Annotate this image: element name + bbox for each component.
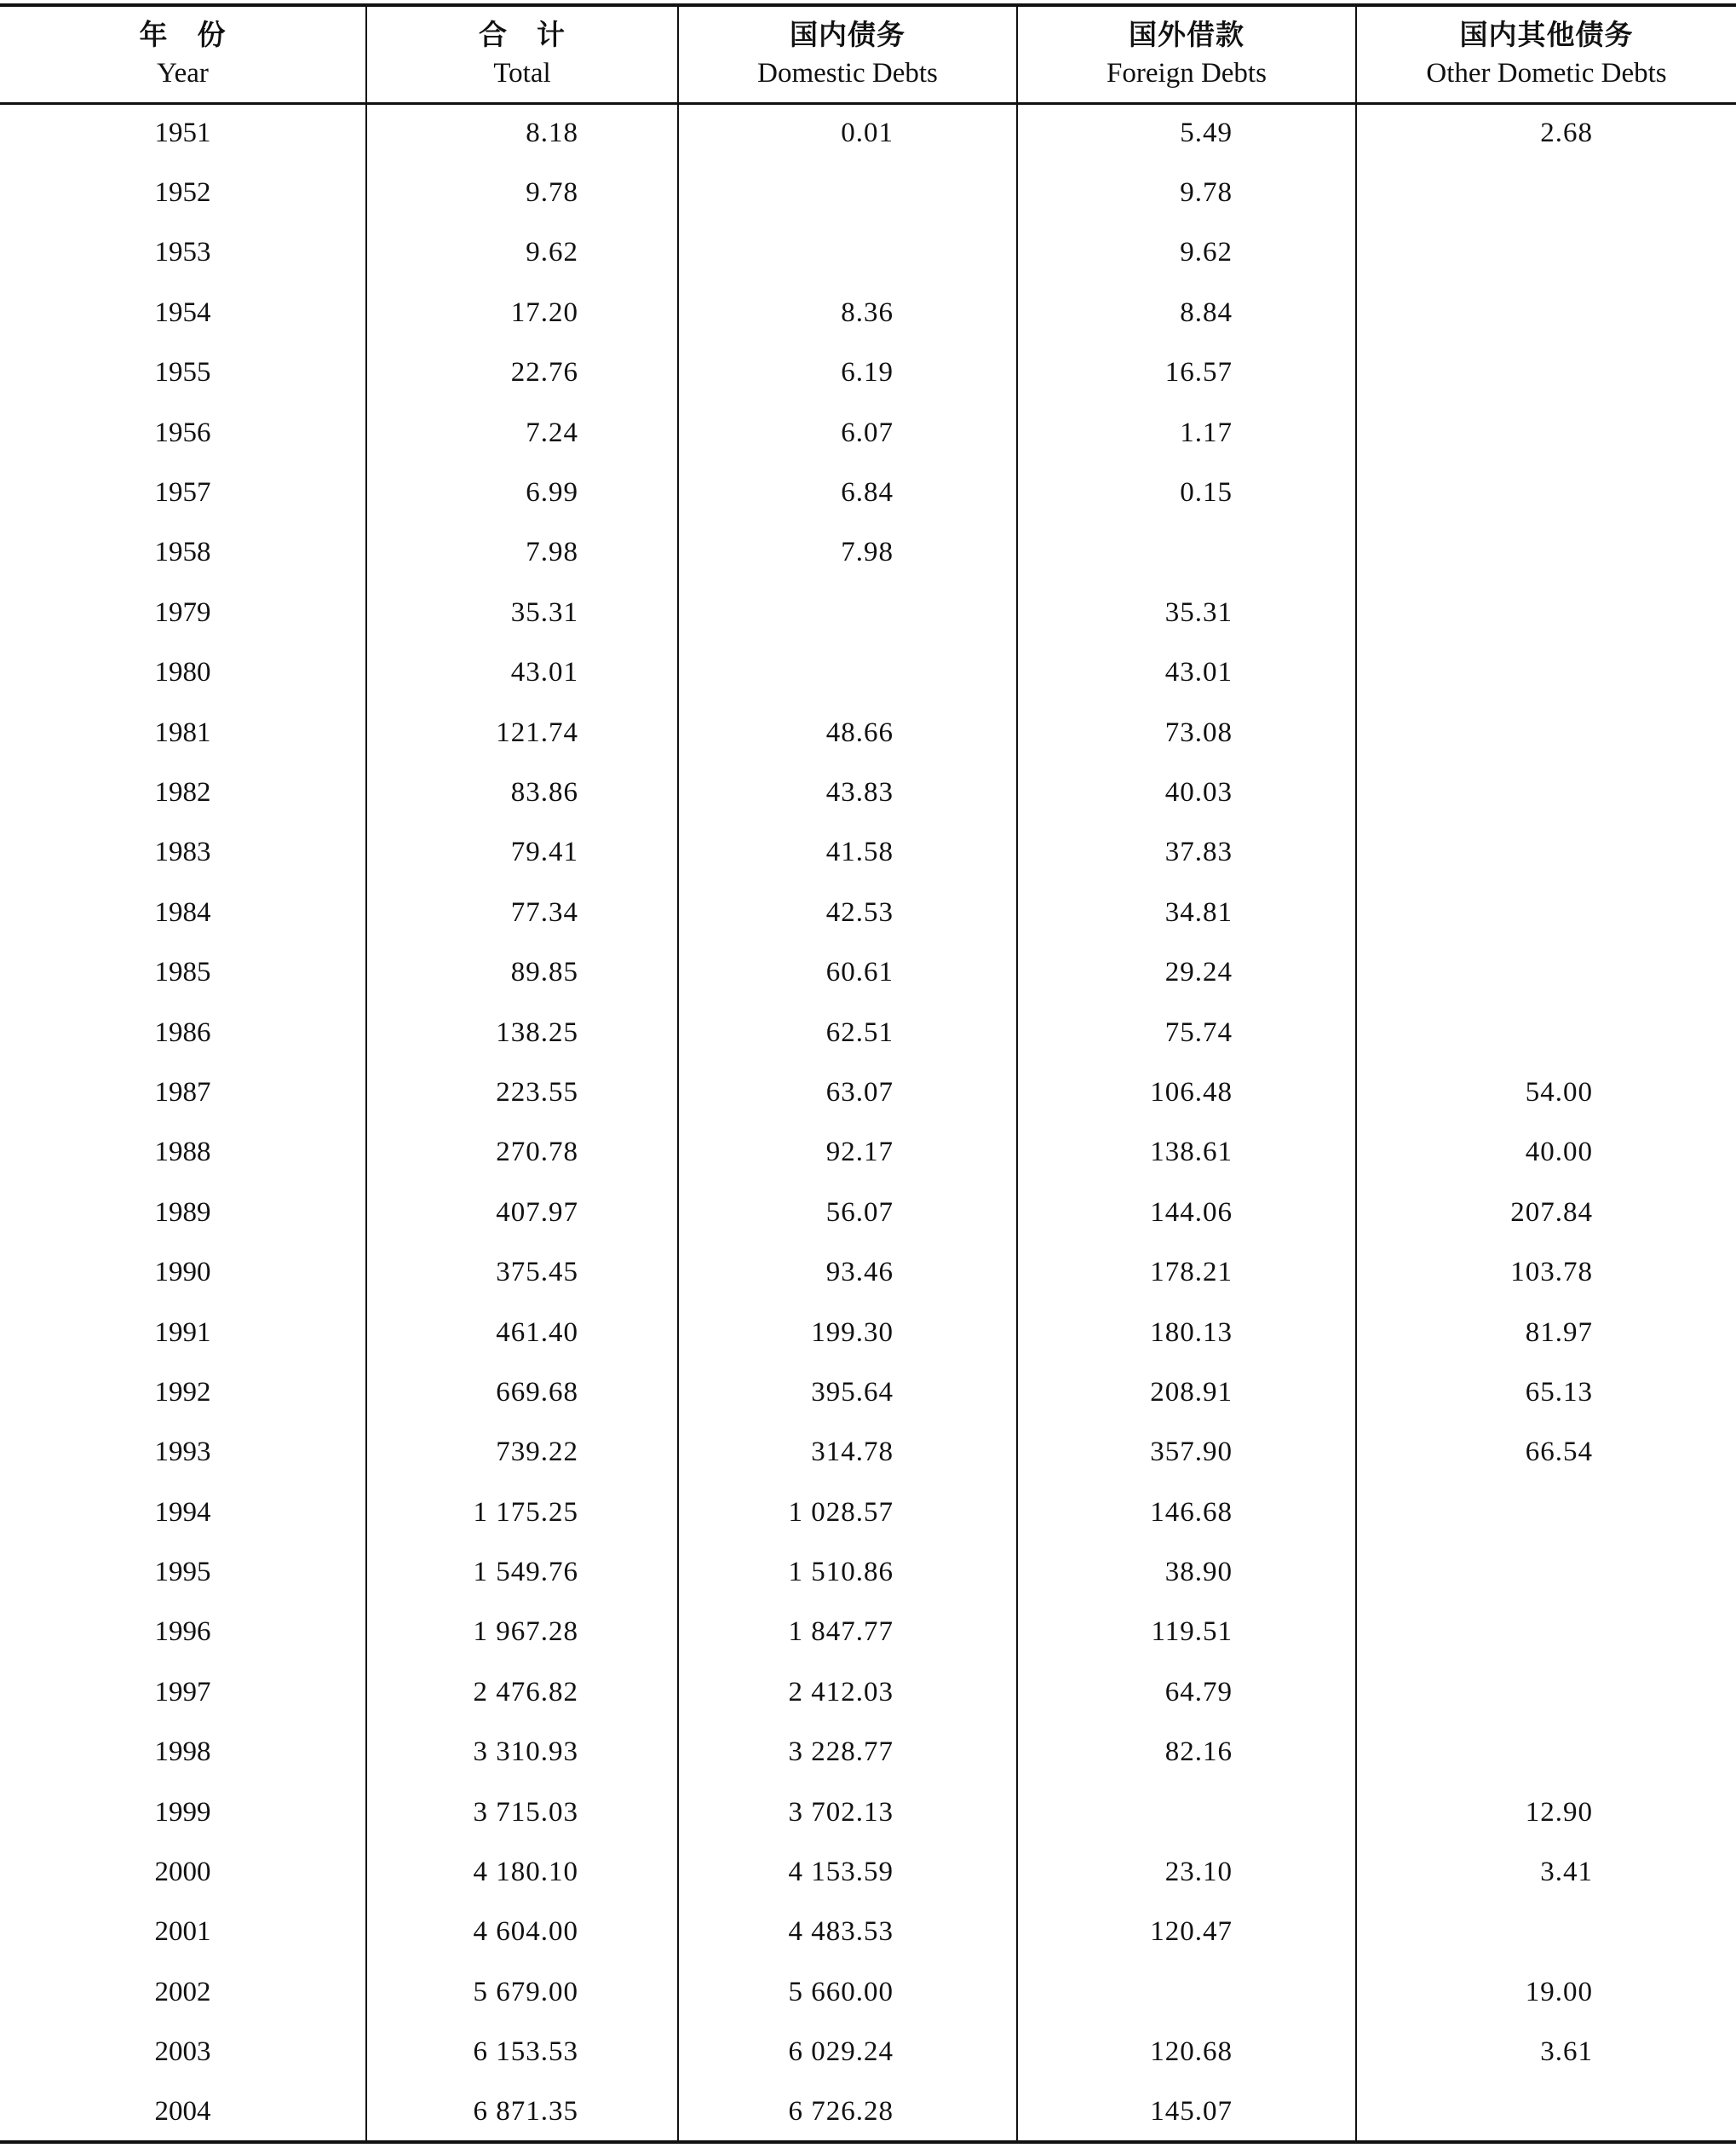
header-total-cn: 合 计: [479, 18, 566, 52]
cell-year: 1982: [154, 776, 211, 808]
cell-other: 12.90: [1356, 1782, 1736, 1842]
cell-other: 40.00: [1356, 1123, 1736, 1183]
cell-foreign: [1017, 1782, 1356, 1842]
cell-year: 1956: [154, 417, 211, 448]
cell-total: 8.18: [366, 103, 678, 163]
cell-year: 1958: [154, 537, 211, 568]
debt-table: [0, 3, 1736, 2144]
cell-total: 4 604.00: [366, 1903, 678, 1962]
cell-year: 1998: [154, 1736, 211, 1768]
cell-year: 1984: [154, 896, 211, 928]
cell-year: 1957: [154, 477, 211, 509]
cell-total: 89.85: [366, 942, 678, 1002]
header-domestic: [678, 5, 1017, 103]
cell-other: 54.00: [1356, 1062, 1736, 1122]
cell-other: [1356, 463, 1736, 522]
table-row: [0, 403, 1736, 463]
table-row: [0, 2023, 1736, 2082]
header-foreign: [1017, 5, 1356, 103]
cell-total: 461.40: [366, 1303, 678, 1362]
header-year: [0, 5, 366, 103]
cell-year: 1989: [154, 1196, 211, 1228]
cell-foreign: 16.57: [1017, 343, 1356, 403]
cell-foreign: 40.03: [1017, 763, 1356, 822]
cell-year: 1990: [154, 1257, 211, 1288]
cell-foreign: 144.06: [1017, 1183, 1356, 1242]
cell-foreign: 82.16: [1017, 1723, 1356, 1782]
table-row: [0, 1542, 1736, 1602]
cell-foreign: 75.74: [1017, 1003, 1356, 1062]
table-row: [0, 1723, 1736, 1782]
cell-foreign: 43.01: [1017, 643, 1356, 703]
cell-domestic: 93.46: [678, 1242, 1017, 1302]
cell-foreign: 5.49: [1017, 103, 1356, 163]
cell-foreign: 1.17: [1017, 403, 1356, 463]
header-year-en: Year: [157, 57, 209, 89]
table-row: [0, 463, 1736, 522]
cell-domestic: 3 228.77: [678, 1723, 1017, 1782]
cell-domestic: 6.84: [678, 463, 1017, 522]
table-row: [0, 1303, 1736, 1362]
cell-foreign: [1017, 1962, 1356, 2022]
cell-total: 5 679.00: [366, 1962, 678, 2022]
cell-total: 4 180.10: [366, 1842, 678, 1902]
cell-year: 1952: [154, 177, 211, 209]
table-row: [0, 1362, 1736, 1422]
cell-other: [1356, 223, 1736, 283]
cell-total: 83.86: [366, 763, 678, 822]
cell-foreign: 208.91: [1017, 1362, 1356, 1422]
cell-year: 2002: [154, 1976, 211, 2007]
cell-year: 1999: [154, 1796, 211, 1828]
cell-foreign: 120.47: [1017, 1903, 1356, 1962]
cell-other: 81.97: [1356, 1303, 1736, 1362]
cell-other: [1356, 403, 1736, 463]
cell-year: 1991: [154, 1316, 211, 1348]
cell-total: 223.55: [366, 1062, 678, 1122]
table-row: [0, 1603, 1736, 1662]
cell-foreign: 34.81: [1017, 883, 1356, 942]
cell-year: 2000: [154, 1857, 211, 1888]
cell-foreign: [1017, 523, 1356, 583]
header-other-en: Other Dometic Debts: [1426, 57, 1667, 89]
cell-year: 1994: [154, 1496, 211, 1528]
cell-other: [1356, 823, 1736, 883]
table-body: [0, 103, 1736, 2142]
cell-other: [1356, 942, 1736, 1002]
cell-total: 1 175.25: [366, 1483, 678, 1542]
cell-domestic: 1 510.86: [678, 1542, 1017, 1602]
table-row: [0, 1123, 1736, 1183]
cell-total: 7.24: [366, 403, 678, 463]
cell-year: 1951: [154, 118, 211, 149]
cell-other: [1356, 1603, 1736, 1662]
table-row: [0, 883, 1736, 942]
cell-other: [1356, 1662, 1736, 1722]
cell-year: 1983: [154, 837, 211, 868]
cell-foreign: 23.10: [1017, 1842, 1356, 1902]
cell-year: 1995: [154, 1557, 211, 1588]
cell-foreign: 146.68: [1017, 1483, 1356, 1542]
cell-year: 1981: [154, 717, 211, 748]
cell-year: 1997: [154, 1676, 211, 1707]
table-row: [0, 942, 1736, 1002]
cell-year: 1953: [154, 237, 211, 268]
cell-total: 6 871.35: [366, 2082, 678, 2142]
table-row: [0, 1483, 1736, 1542]
cell-year: 1993: [154, 1437, 211, 1468]
table-row: [0, 163, 1736, 222]
cell-domestic: 0.01: [678, 103, 1017, 163]
cell-year: 2004: [154, 2095, 211, 2127]
header-other-cn: 国内其他债务: [1459, 18, 1634, 52]
cell-other: [1356, 643, 1736, 703]
cell-foreign: 37.83: [1017, 823, 1356, 883]
cell-year: 1980: [154, 657, 211, 688]
table-row: [0, 1423, 1736, 1483]
cell-other: [1356, 1723, 1736, 1782]
cell-year: 1996: [154, 1616, 211, 1648]
cell-foreign: 138.61: [1017, 1123, 1356, 1183]
cell-year: 1988: [154, 1137, 211, 1168]
header-domestic-en: Domestic Debts: [757, 57, 938, 89]
cell-domestic: 60.61: [678, 942, 1017, 1002]
cell-domestic: [678, 163, 1017, 222]
cell-other: 207.84: [1356, 1183, 1736, 1242]
table-row: [0, 1183, 1736, 1242]
cell-foreign: 178.21: [1017, 1242, 1356, 1302]
cell-other: [1356, 763, 1736, 822]
header-foreign-cn: 国外借款: [1129, 18, 1245, 52]
cell-domestic: [678, 643, 1017, 703]
cell-other: 65.13: [1356, 1362, 1736, 1422]
cell-domestic: 6.19: [678, 343, 1017, 403]
table-row: [0, 703, 1736, 763]
cell-foreign: 106.48: [1017, 1062, 1356, 1122]
table-row: [0, 823, 1736, 883]
header-total: [366, 5, 678, 103]
cell-domestic: [678, 583, 1017, 642]
header-other: [1356, 5, 1736, 103]
cell-total: 17.20: [366, 283, 678, 343]
cell-total: 3 715.03: [366, 1782, 678, 1842]
table-row: [0, 1782, 1736, 1842]
cell-year: 2001: [154, 1916, 211, 1948]
cell-total: 22.76: [366, 343, 678, 403]
cell-domestic: 6.07: [678, 403, 1017, 463]
cell-year: 1979: [154, 596, 211, 628]
cell-foreign: 9.62: [1017, 223, 1356, 283]
table-row: [0, 643, 1736, 703]
cell-year: 2003: [154, 2036, 211, 2068]
table-row: [0, 343, 1736, 403]
cell-total: 35.31: [366, 583, 678, 642]
header-year-cn: 年 份: [139, 18, 227, 52]
cell-other: 103.78: [1356, 1242, 1736, 1302]
cell-foreign: 180.13: [1017, 1303, 1356, 1362]
cell-domestic: 56.07: [678, 1183, 1017, 1242]
cell-domestic: 42.53: [678, 883, 1017, 942]
cell-total: 407.97: [366, 1183, 678, 1242]
cell-other: [1356, 1003, 1736, 1062]
cell-total: 6 153.53: [366, 2023, 678, 2082]
cell-total: 121.74: [366, 703, 678, 763]
cell-foreign: 29.24: [1017, 942, 1356, 1002]
cell-foreign: 119.51: [1017, 1603, 1356, 1662]
cell-total: 739.22: [366, 1423, 678, 1483]
table-row: [0, 1242, 1736, 1302]
cell-total: 9.78: [366, 163, 678, 222]
cell-total: 7.98: [366, 523, 678, 583]
cell-domestic: 6 029.24: [678, 2023, 1017, 2082]
cell-domestic: 5 660.00: [678, 1962, 1017, 2022]
cell-total: 270.78: [366, 1123, 678, 1183]
cell-other: [1356, 1483, 1736, 1542]
table-row: [0, 1662, 1736, 1722]
cell-foreign: 0.15: [1017, 463, 1356, 522]
cell-total: 77.34: [366, 883, 678, 942]
cell-other: [1356, 583, 1736, 642]
table-row: [0, 283, 1736, 343]
cell-foreign: 9.78: [1017, 163, 1356, 222]
header-domestic-cn: 国内债务: [790, 18, 905, 52]
table-row: [0, 1003, 1736, 1062]
table-row: [0, 2082, 1736, 2142]
cell-year: 1992: [154, 1376, 211, 1408]
table-row: [0, 1903, 1736, 1962]
cell-other: 3.61: [1356, 2023, 1736, 2082]
cell-year: 1955: [154, 357, 211, 389]
cell-total: 43.01: [366, 643, 678, 703]
cell-domestic: 6 726.28: [678, 2082, 1017, 2142]
cell-domestic: 7.98: [678, 523, 1017, 583]
cell-other: 19.00: [1356, 1962, 1736, 2022]
cell-domestic: 1 847.77: [678, 1603, 1017, 1662]
cell-total: 138.25: [366, 1003, 678, 1062]
header-foreign-en: Foreign Debts: [1107, 57, 1267, 89]
cell-other: [1356, 703, 1736, 763]
cell-total: 9.62: [366, 223, 678, 283]
table-row: [0, 523, 1736, 583]
cell-other: [1356, 523, 1736, 583]
table-row: [0, 223, 1736, 283]
cell-domestic: [678, 223, 1017, 283]
cell-other: [1356, 1903, 1736, 1962]
cell-total: 1 549.76: [366, 1542, 678, 1602]
cell-domestic: 3 702.13: [678, 1782, 1017, 1842]
table-row: [0, 1842, 1736, 1902]
table-row: [0, 1062, 1736, 1122]
cell-year: 1985: [154, 957, 211, 988]
cell-other: [1356, 883, 1736, 942]
table-row: [0, 583, 1736, 642]
cell-total: 1 967.28: [366, 1603, 678, 1662]
header-row: [0, 5, 1736, 103]
cell-domestic: 8.36: [678, 283, 1017, 343]
cell-domestic: 314.78: [678, 1423, 1017, 1483]
table-row: [0, 763, 1736, 822]
cell-total: 3 310.93: [366, 1723, 678, 1782]
cell-total: 6.99: [366, 463, 678, 522]
header-total-en: Total: [493, 57, 551, 89]
cell-other: 3.41: [1356, 1842, 1736, 1902]
cell-domestic: 199.30: [678, 1303, 1017, 1362]
cell-other: [1356, 163, 1736, 222]
cell-foreign: 357.90: [1017, 1423, 1356, 1483]
cell-year: 1986: [154, 1016, 211, 1048]
cell-foreign: 64.79: [1017, 1662, 1356, 1722]
cell-total: 79.41: [366, 823, 678, 883]
cell-domestic: 395.64: [678, 1362, 1017, 1422]
cell-foreign: 120.68: [1017, 2023, 1356, 2082]
cell-domestic: 63.07: [678, 1062, 1017, 1122]
cell-domestic: 43.83: [678, 763, 1017, 822]
cell-foreign: 35.31: [1017, 583, 1356, 642]
cell-year: 1987: [154, 1076, 211, 1108]
cell-other: [1356, 1542, 1736, 1602]
cell-foreign: 8.84: [1017, 283, 1356, 343]
cell-domestic: 41.58: [678, 823, 1017, 883]
cell-other: [1356, 283, 1736, 343]
cell-domestic: 92.17: [678, 1123, 1017, 1183]
cell-foreign: 145.07: [1017, 2082, 1356, 2142]
cell-other: 2.68: [1356, 103, 1736, 163]
cell-domestic: 62.51: [678, 1003, 1017, 1062]
cell-other: 66.54: [1356, 1423, 1736, 1483]
cell-domestic: 4 483.53: [678, 1903, 1017, 1962]
cell-foreign: 73.08: [1017, 703, 1356, 763]
table-row: [0, 103, 1736, 163]
table-header: [0, 5, 1736, 103]
cell-total: 669.68: [366, 1362, 678, 1422]
cell-other: [1356, 343, 1736, 403]
cell-other: [1356, 2082, 1736, 2142]
cell-total: 2 476.82: [366, 1662, 678, 1722]
cell-domestic: 2 412.03: [678, 1662, 1017, 1722]
cell-domestic: 48.66: [678, 703, 1017, 763]
cell-foreign: 38.90: [1017, 1542, 1356, 1602]
cell-year: 1954: [154, 297, 211, 328]
cell-domestic: 1 028.57: [678, 1483, 1017, 1542]
cell-domestic: 4 153.59: [678, 1842, 1017, 1902]
cell-total: 375.45: [366, 1242, 678, 1302]
table-row: [0, 1962, 1736, 2022]
